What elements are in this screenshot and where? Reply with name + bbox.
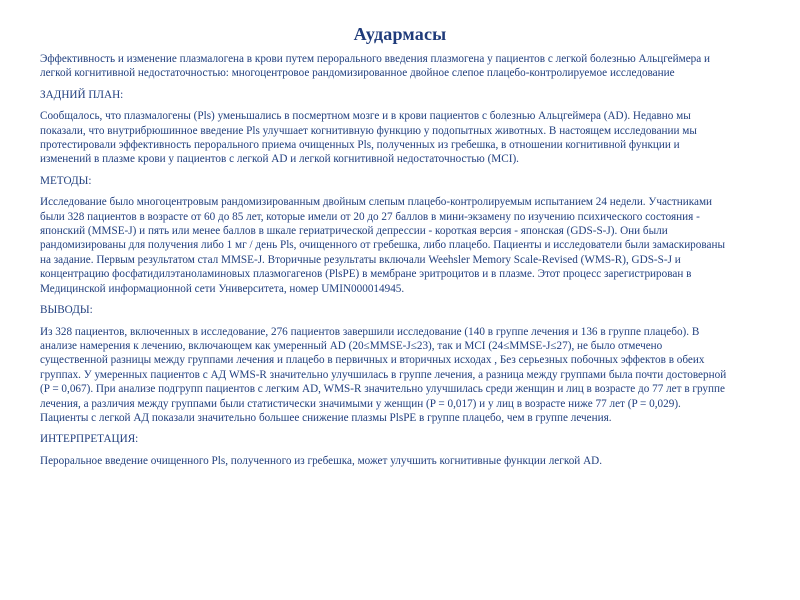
- methods-paragraph: Исследование было многоцентровым рандомизированным двойным слепым плацебо-контролируемым испытанием 24 недели. Участниками были 328 пациентов в возрасте от 60 до 85 лет, которые имели от 20 до 27 баллов в мини-экзамену по изучению психического состояния - японский (MMSE-J) и пять или менее баллов в шкале гериатрической депрессии - короткая версия - японская (GDS-S-J). Они были рандомизированы для получения либо 1 мг / день Pls, очищенного от гребешка, либо плацебо. Пациенты и исследователи были замаскированы на задание. Первым результатом стал MMSE-J. Вторичные результаты включали Weehsler Memory Scale-Revised (WMS-R), GDS-S-J и концентрацию фосфатидилэтаноламиновых плазмогагенов (PlsPE) в мембране эритроцитов и в плазме. Этот процесс зарегистрирован в Медицинской информационной сети Университета, номер UMIN000014945.: [40, 196, 725, 295]
- section-heading-background: ЗАДНИЙ ПЛАН:: [40, 88, 124, 101]
- section-heading-interpretation: ИНТЕРПРЕТАЦИЯ:: [40, 433, 139, 446]
- slide-title: Аудармасы: [353, 24, 447, 44]
- section-heading-findings: ВЫВОДЫ:: [40, 304, 93, 317]
- background-paragraph: Сообщалось, что плазмалогены (Pls) уменьшались в посмертном мозге и в крови пациентов с болезнью Альцгеймера (AD). Недавно мы показали, что внутрибрюшинное введение Pls улучшает когнитивную функцию у подопытных животных. В настоящем исследовании мы протестировали эффективность перорального приема очищенных Pls, полученных из гребешка, в отношении когнитивной функции и изменений в плазме крови у пациентов с легкой AD и легкой когнитивной недостаточностью (MCI).: [40, 110, 697, 166]
- interpretation-paragraph: Пероральное введение очищенного Pls, полученного из гребешка, может улучшить когнитивные функции легкой AD.: [40, 454, 603, 467]
- section-heading-methods: МЕТОДЫ:: [40, 174, 92, 187]
- slide-body: [40, 52, 730, 475]
- article-title-paragraph: Эффективность и изменение плазмалогена в крови путем перорального введения плазмогена у пациентов с легкой болезнью Альцгеймера и легкой когнитивной недостаточностью: многоцентровое рандомизированное двойное слепое плацебо-контролируемое исследование: [40, 53, 711, 80]
- findings-paragraph: Из 328 пациентов, включенных в исследование, 276 пациентов завершили исследование (140 в группе лечения и 136 в группе плацебо). В анализе намерения к лечению, включающем как умеренный AD (20≤MMSE-J≤23), так и MCI (24≤MMSE-J≤27), не было отмечено существенной разницы между группами лечения и плацебо в первичных и вторичных исходах , Без серьезных побочных эффектов в обеих группах. У умеренных пациентов с АД WMS-R значительно улучшилась в группе лечения, а разница между группами была почти достоверной (P = 0,067). При анализе подгрупп пациентов с легким AD, WMS-R значительно улучшилась среди женщин и лиц в возрасте до 77 лет в группе лечения, а различия между группами были статистически значимыми у женщин (P = 0,017) и у лиц в возрасте ниже 77 лет (P = 0,029). Пациенты с легкой АД показали значительно большее снижение плазмы PlsPE в группе плацебо, чем в группе лечения.: [40, 325, 727, 424]
